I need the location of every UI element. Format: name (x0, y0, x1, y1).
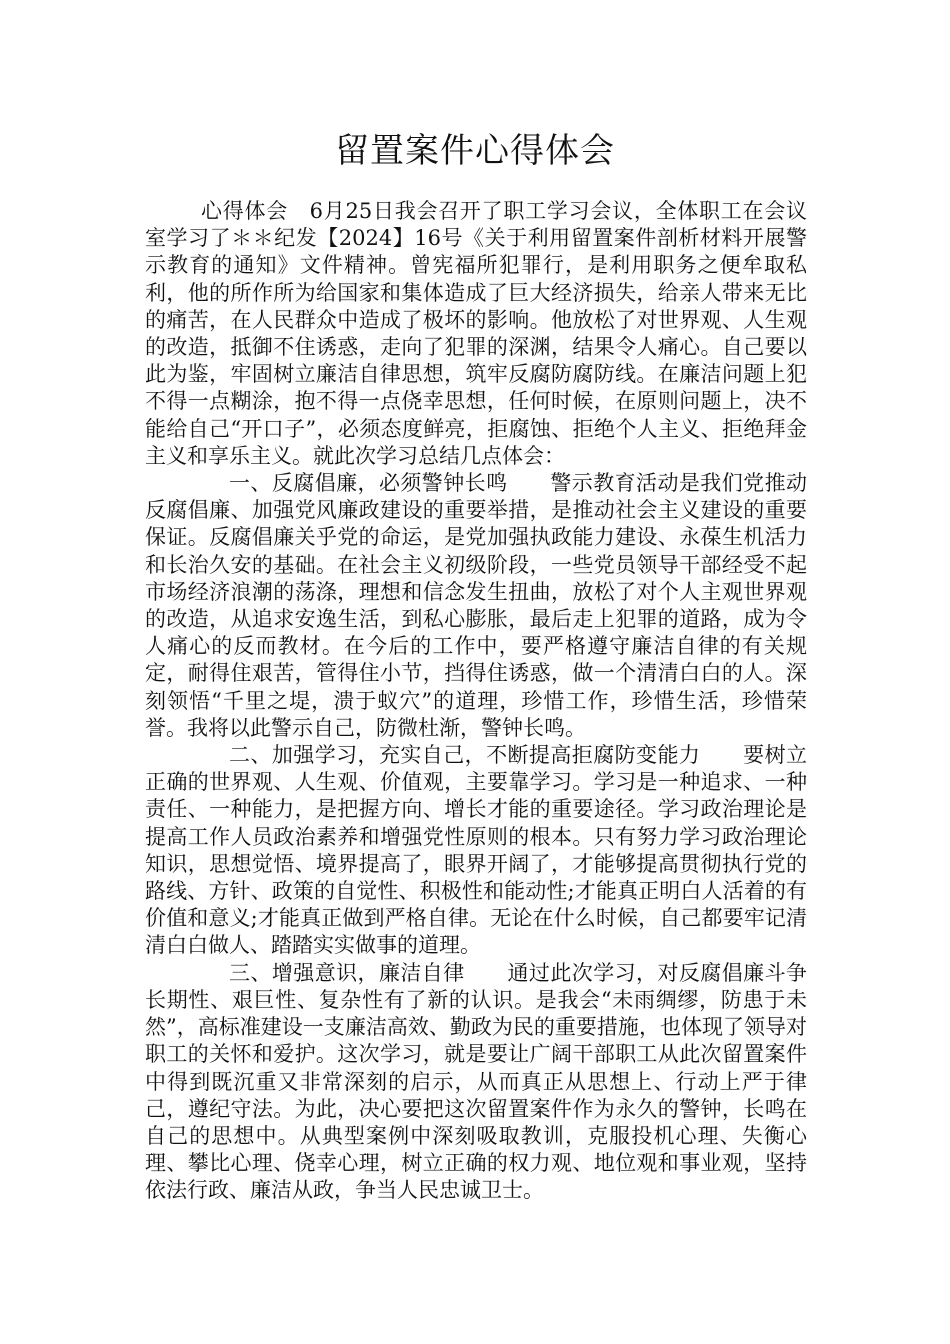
paragraph-section-2: 二、加强学习，充实自己，不断提高拒腐防变能力 要树立正确的世界观、人生观、价值观，主要靠学习。学习是一种追求、一种责任、一种能力，是把握方向、增长才能的重要途径。学习政治理论是提高工作人员政治素养和增强党性原则的根本。只有努力学习政治理论知识，思想觉悟、境界提高了，眼界开阔了，才能够提高贯彻执行党的路线、方针、政策的自觉性、积极性和能动性;才能真正明白人活着的有价值和意义;才能真正做到严格自律。无论在什么时候，自己都要牢记清清白白做人、踏踏实实做事的道理。 (145, 743, 807, 958)
paragraph-intro: 心得体会 6月25日我会召开了职工学习会议，全体职工在会议室学习了＊＊纪发【2024】16号《关于利用留置案件剖析材料开展警示教育的通知》文件精神。曾宪福所犯罪行，是利用职务之便牟取私利，他的所作所为给国家和集体造成了巨大经济损失，给亲人带来无比的痛苦，在人民群众中造成了极坏的影响。他放松了对世界观、人生观的改造，抵御不住诱惑，走向了犯罪的深渊，结果令人痛心。自己要以此为鉴，牢固树立廉洁自律思想，筑牢反腐防腐防线。在廉洁问题上犯不得一点糊涂，抱不得一点侥幸思想，任何时候，在原则问题上，决不能给自己“开口子”，必须态度鲜亮，拒腐蚀、拒绝个人主义、拒绝拜金主义和享乐主义。就此次学习总结几点体会： (145, 199, 807, 468)
document-title: 留置案件心得体会 (335, 131, 615, 171)
document-body (145, 198, 807, 1205)
paragraph-section-3: 三、增强意识，廉洁自律 通过此次学习，对反腐倡廉斗争长期性、艰巨性、复杂性有了新的认识。是我会“未雨绸缪，防患于未然”，高标准建设一支廉洁高效、勤政为民的重要措施，也体现了领导对职工的关怀和爱护。这次学习，就是要让广阔干部职工从此次留置案件中得到既沉重又非常深刻的启示，从而真正从思想上、行动上严于律己，遵纪守法。为此，决心要把这次留置案件作为永久的警钟，长鸣在自己的思想中。从典型案例中深刻吸取教训，克服投机心理、失衡心理、攀比心理、侥幸心理，树立正确的权力观、地位观和事业观，坚持依法行政、廉洁从政，争当人民忠诚卫士。 (145, 960, 807, 1203)
paragraph-section-1: 一、反腐倡廉，必须警钟长鸣 警示教育活动是我们党推动反腐倡廉、加强党风廉政建设的重要举措，是推动社会主义建设的重要保证。反腐倡廉关乎党的命运，是党加强执政能力建设、永葆生机活力和长治久安的基础。在社会主义初级阶段，一些党员领导干部经受不起市场经济浪潮的荡涤，理想和信念发生扭曲，放松了对个人主观世界观的改造，从追求安逸生活，到私心膨胀，最后走上犯罪的道路，成为令人痛心的反而教材。在今后的工作中，要严格遵守廉洁自律的有关规定，耐得住艰苦，管得住小节，挡得住诱惑，做一个清清白白的人。深刻领悟“千里之堤，溃于蚁穴”的道理，珍惜工作，珍惜生活，珍惜荣誉。我将以此警示自己，防微杜渐，警钟长鸣。 (145, 471, 807, 740)
